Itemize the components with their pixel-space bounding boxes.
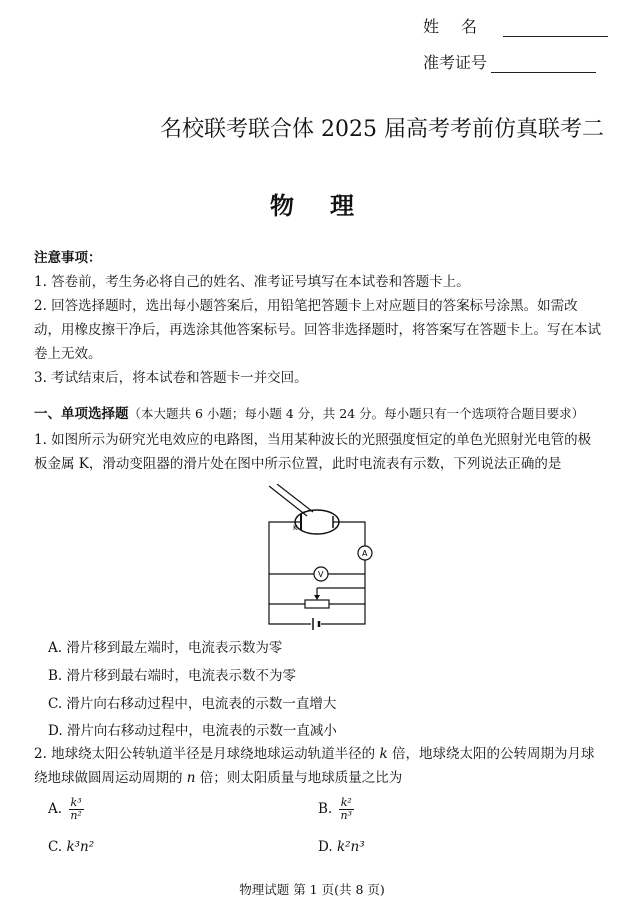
q2-option-c [48,839,94,855]
q2-option-b-fraction [339,797,355,822]
section-title: 一、单项选择题 [34,406,129,422]
notes-heading: 注意事项： [34,250,102,266]
rheostat [305,600,329,608]
lower-right-wire [329,574,365,604]
lower-left-wire [269,574,305,604]
section-heading [34,402,604,426]
q2-option-b-label: B. [318,801,333,817]
q2-option-c-expression: k³n² [66,839,95,855]
q2-var-k: k [379,746,388,762]
q1-option-b: B. 滑片移到最右端时，电流表示数不为零 [48,668,297,684]
question-1-stem: 1. 如图所示为研究光电效应的电路图，当用某种波长的光照强度恒定的单色光照射光电管的极板金属 K，滑动变阻器的滑片处在图中所示位置，此时电流表有示数，下列说法正确的是 [34,432,592,472]
light-beam-2 [277,484,313,512]
q2-option-a-fraction [68,797,84,822]
ammeter-label: A [362,549,368,558]
exam-id-blank-line [491,54,596,73]
slider-arrow [314,595,320,600]
plate-k-label: K [293,524,298,532]
q2-option-a-numerator: k³ [70,796,82,809]
light-beam-1 [269,486,307,516]
exam-title: 名校联考联合体 2025 届高考考前仿真联考二 [160,117,604,142]
q2-option-a-denominator: n² [70,809,82,822]
notes-block [34,246,604,390]
question-2-stem [34,742,604,790]
q2-option-b-denominator: n³ [340,809,353,822]
q2-stem-part-3: 倍；则太阳质量与地球质量之比为 [195,770,403,786]
q2-option-d-expression: k²n³ [336,839,365,855]
notes-item-3: 3. 考试结束后，将本试卷和答题卡一并交回。 [34,370,308,386]
photoelectric-circuit-figure [255,484,385,634]
q2-stem-part-1: 2. 地球绕太阳公转轨道半径是月球绕地球运动轨道半径的 [34,746,380,762]
q2-option-b [318,797,354,822]
q1-option-c: C. 滑片向右移动过程中，电流表的示数一直增大 [48,696,337,712]
q2-option-d-label: D. [318,839,333,855]
q2-option-a-label: A. [48,801,63,817]
q1-option-a: A. 滑片移到最左端时，电流表示数为零 [48,640,283,656]
q2-stem-part-2: 倍，地球绕太阳的公转周期为月球绕地球做圆周运动周期的 [34,746,595,786]
name-field [423,14,608,37]
voltmeter-label: V [318,570,324,579]
subject-title: 物理 [270,191,390,220]
q2-option-c-label: C. [48,839,63,855]
q1-option-d: D. 滑片向右移动过程中，电流表的示数一直减小 [48,723,337,739]
q2-option-b-numerator: k² [340,796,352,809]
notes-item-1: 1. 答卷前，考生务必将自己的姓名、准考证号填写在本试卷和答题卡上。 [34,274,470,290]
name-blank-line [503,18,608,37]
exam-id-label: 准考证号 [423,53,488,72]
q2-option-d [318,839,365,855]
q2-var-n: n [186,770,196,786]
exam-id-field [423,50,596,73]
notes-item-2: 2. 回答选择题时，选出每小题答案后，用铅笔把答题卡上对应题目的答案标号涂黑。如需改动，用橡皮擦干净后，再选涂其他答案标号。回答非选择题时，将答案写在答题卡上。写在本试卷上无效。 [34,298,601,362]
section-instructions: （本大题共 6 小题；每小题 4 分，共 24 分。每小题只有一个选项符合题目要求） [128,406,585,421]
name-label: 姓名 [423,17,500,36]
q2-option-a [48,797,84,822]
page-footer: 物理试题 第 1 页(共 8 页) [239,882,385,897]
